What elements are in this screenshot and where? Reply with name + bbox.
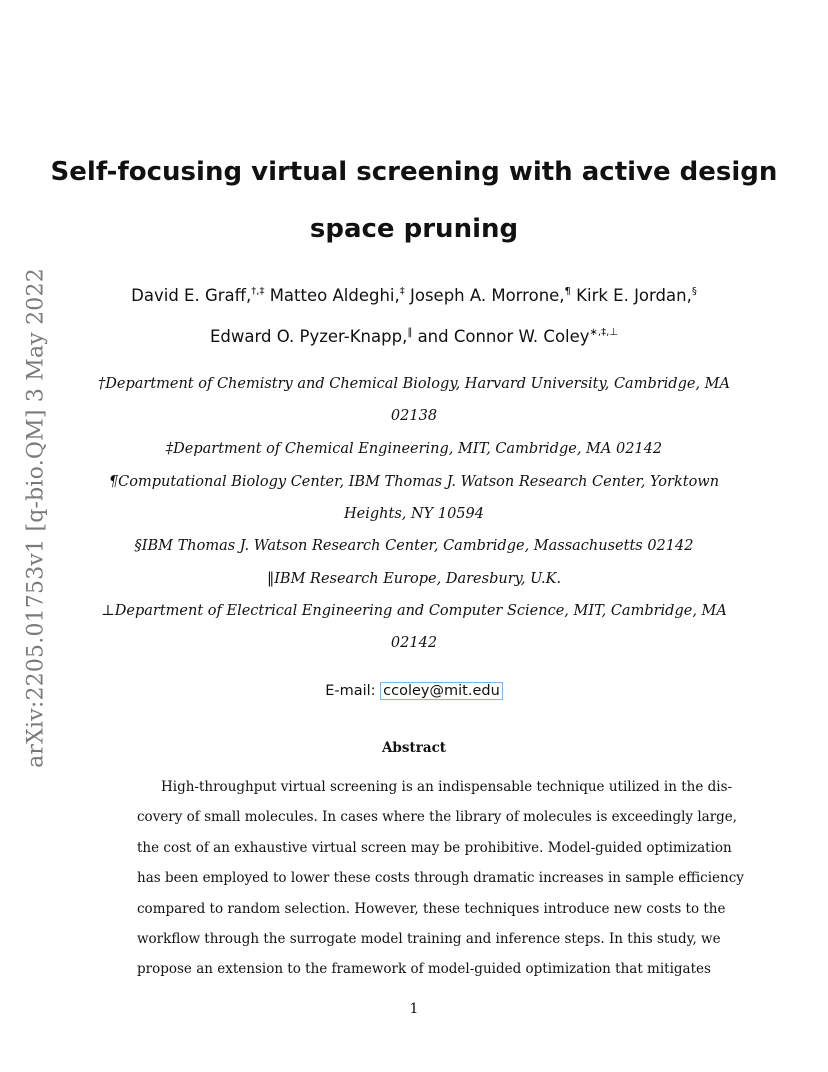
affiliation-line: 02142 — [390, 635, 438, 651]
author-affiliation-marks: ¶ — [564, 286, 571, 297]
author-name: and Connor W. Coley — [412, 327, 590, 346]
abstract-line: workflow through the surrogate model training and inference steps. In this study, we — [137, 931, 721, 947]
author-affiliation-marks: ∗,‡,⊥ — [589, 327, 618, 338]
arxiv-identifier: arXiv:2205.01753v1 [q-bio.QM] 3 May 2022 — [23, 268, 49, 768]
affiliation-line: §IBM Thomas J. Watson Research Center, Cambridge, Massachusetts 02142 — [134, 538, 694, 554]
author-affiliation-marks: †,‡ — [251, 286, 265, 297]
email-label: E-mail: — [325, 683, 376, 699]
abstract-line: propose an extension to the framework of model-guided optimization that mitigates — [137, 961, 711, 977]
abstract-line: has been employed to lower these costs through dramatic increases in sample efficiency — [137, 870, 744, 886]
author-list-line-1 — [0, 286, 828, 305]
author-name: David E. Graff, — [131, 286, 252, 305]
author-affiliation-marks: ‖ — [407, 327, 413, 338]
affiliation-line: ⊥Department of Electrical Engineering and Computer Science, MIT, Cambridge, MA — [101, 603, 727, 619]
affiliation-line: ¶Computational Biology Center, IBM Thomas J. Watson Research Center, Yorktown — [108, 474, 720, 490]
author-name: Kirk E. Jordan, — [570, 286, 692, 305]
paper-title-line-2: space pruning — [309, 214, 519, 244]
page-number: 1 — [409, 1001, 419, 1017]
affiliation-line: ‖IBM Research Europe, Daresbury, U.K. — [266, 571, 562, 587]
author-affiliation-marks: § — [691, 286, 697, 297]
affiliation-line: ‡Department of Chemical Engineering, MIT, Cambridge, MA 02142 — [165, 441, 663, 457]
abstract-heading: Abstract — [381, 740, 447, 756]
affiliation-line: Heights, NY 10594 — [344, 506, 484, 522]
author-list-line-2 — [0, 327, 828, 346]
author-name: Matteo Aldeghi, — [264, 286, 400, 305]
abstract-line: High-throughput virtual screening is an indispensable technique utilized in the dis- — [161, 779, 733, 795]
author-name: Edward O. Pyzer-Knapp, — [210, 327, 408, 346]
paper-title-line-1: Self-focusing virtual screening with active design — [50, 157, 778, 187]
author-affiliation-marks: ‡ — [399, 286, 405, 297]
affiliation-line: †Department of Chemistry and Chemical Biology, Harvard University, Cambridge, MA — [98, 376, 730, 392]
author-name: Joseph A. Morrone, — [404, 286, 565, 305]
email-link[interactable]: ccoley@mit.edu — [380, 682, 503, 700]
affiliation-line: 02138 — [390, 408, 438, 424]
abstract-line: the cost of an exhaustive virtual screen may be prohibitive. Model-guided optimization — [137, 840, 732, 856]
abstract-line: covery of small molecules. In cases where the library of molecules is exceedingly large, — [137, 809, 738, 825]
abstract-line: compared to random selection. However, these techniques introduce new costs to the — [137, 901, 726, 917]
contact-email — [0, 683, 828, 699]
